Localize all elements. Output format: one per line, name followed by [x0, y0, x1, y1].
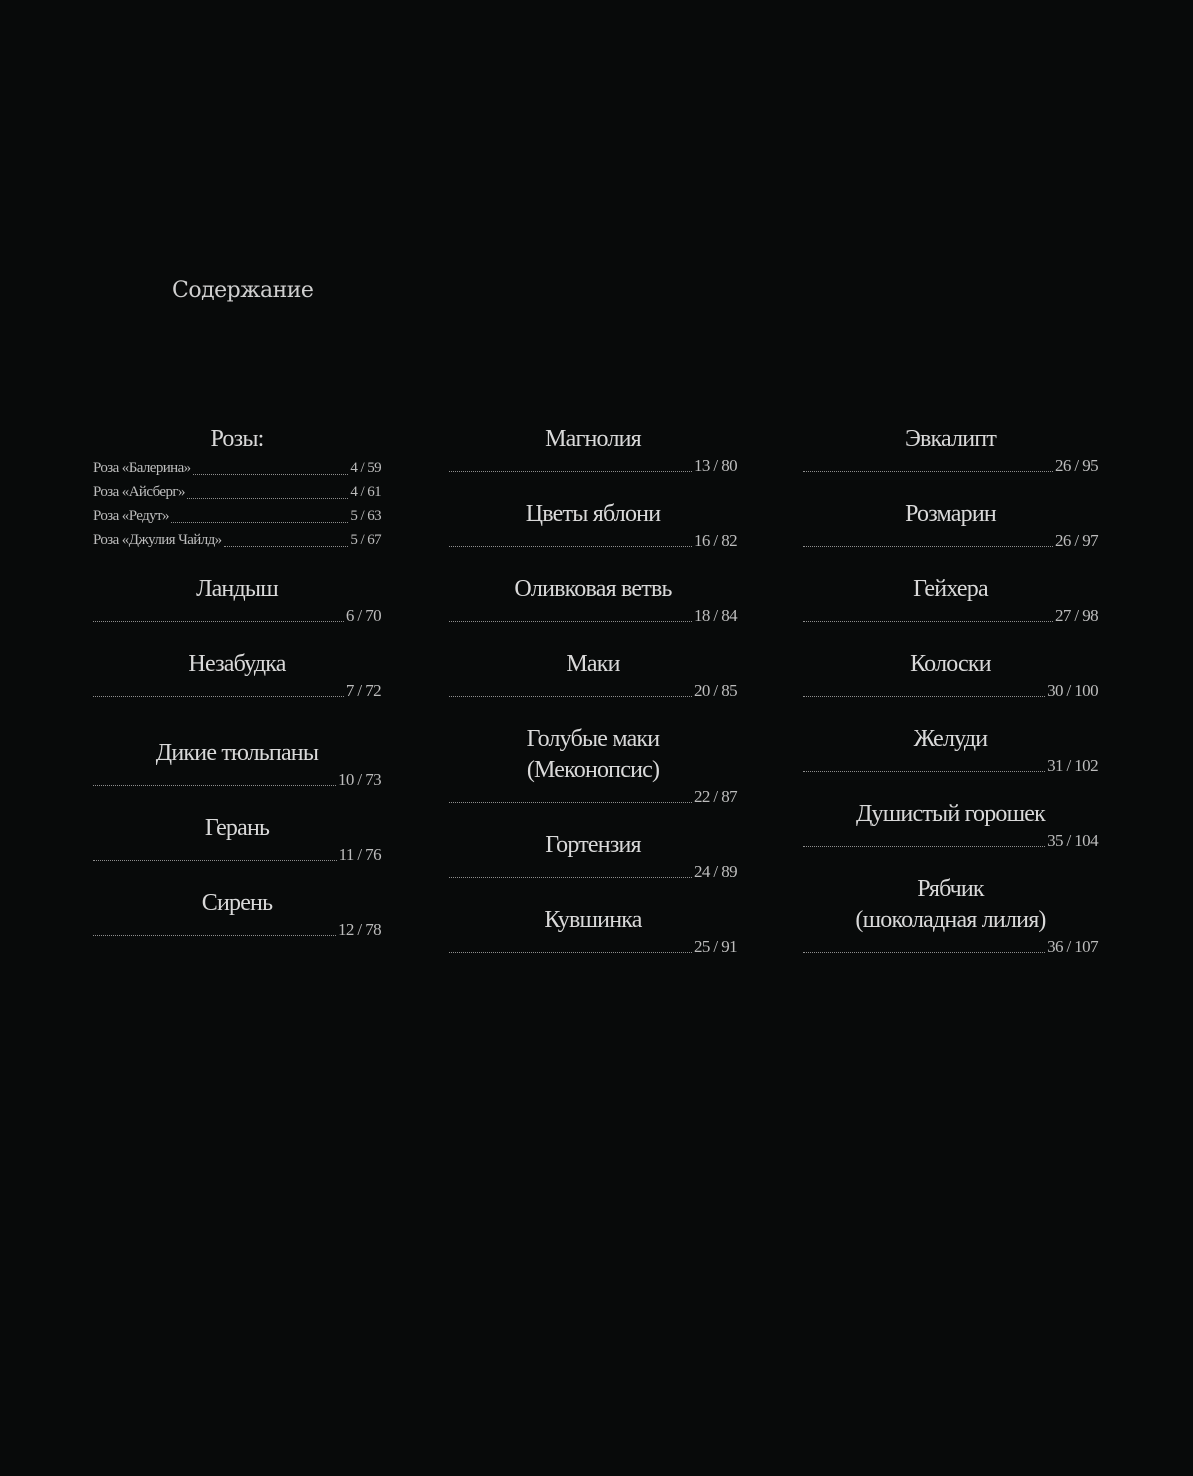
toc-entry[interactable] [449, 499, 737, 552]
entry-leader [449, 786, 737, 808]
dot-leader [171, 522, 349, 523]
page-numbers: 6 / 70 [345, 606, 381, 625]
entry-leader [803, 936, 1098, 958]
entry-leader [803, 755, 1098, 777]
toc-entry[interactable] [803, 499, 1098, 552]
entry-leader [449, 605, 737, 627]
toc-column-1 [93, 424, 381, 963]
entry-leader [93, 844, 381, 866]
entry-title: Сирень [201, 890, 273, 916]
entry-title: Душистый горошек [855, 801, 1046, 827]
dot-leader [449, 471, 692, 472]
page-numbers: 25 / 91 [693, 937, 737, 956]
entry-leader [93, 769, 381, 791]
entry-leader [803, 455, 1098, 477]
page-numbers: 5 / 63 [350, 508, 381, 524]
entry-subtitle: (шоколадная лилия) [855, 907, 1046, 933]
page-numbers: 31 / 102 [1047, 756, 1098, 775]
entry-title: Розы: [210, 426, 264, 452]
toc-column-3 [803, 424, 1098, 980]
dot-leader [803, 952, 1045, 953]
entry-title: Ландыш [196, 576, 278, 602]
dot-leader [803, 471, 1053, 472]
entry-leader [803, 680, 1098, 702]
entry-title: Гейхера [913, 576, 988, 602]
entry-leader [449, 455, 737, 477]
dot-leader [449, 696, 692, 697]
dot-leader [449, 802, 692, 803]
entry-title: Голубые маки [526, 726, 660, 752]
dot-leader [187, 498, 349, 499]
page-numbers: 30 / 100 [1047, 681, 1098, 700]
dot-leader [193, 474, 349, 475]
page-numbers: 16 / 82 [693, 531, 737, 550]
entry-leader [803, 605, 1098, 627]
page-numbers: 12 / 78 [337, 920, 381, 939]
dot-leader [93, 860, 337, 861]
toc-entry[interactable] [93, 574, 381, 627]
page-numbers: 7 / 72 [345, 681, 381, 700]
dot-leader [803, 846, 1045, 847]
dot-leader [803, 696, 1045, 697]
toc-entry[interactable] [93, 813, 381, 866]
toc-entry[interactable] [93, 649, 381, 702]
page-numbers: 10 / 73 [337, 770, 381, 789]
entry-title: Рябчик [917, 876, 984, 902]
page-numbers: 11 / 76 [338, 845, 381, 864]
page-title: Содержание [172, 278, 314, 303]
page-numbers: 22 / 87 [693, 787, 737, 806]
entry-title: Маки [566, 651, 620, 677]
page-numbers: 5 / 67 [350, 532, 381, 548]
toc-entry[interactable] [449, 649, 737, 702]
dot-leader [449, 952, 692, 953]
toc-entry[interactable] [449, 574, 737, 627]
page-numbers: 20 / 85 [693, 681, 737, 700]
dot-leader [93, 621, 344, 622]
toc-entry[interactable] [803, 724, 1098, 777]
toc-entry[interactable] [449, 724, 737, 808]
entry-leader [93, 680, 381, 702]
dot-leader [93, 935, 336, 936]
entry-leader [93, 919, 381, 941]
entry-title: Дикие тюльпаны [155, 740, 319, 766]
page-numbers: 13 / 80 [693, 456, 737, 475]
toc-column-2 [449, 424, 737, 980]
page-numbers: 35 / 104 [1047, 831, 1098, 850]
toc-entry[interactable] [449, 905, 737, 958]
entry-subtitle: (Меконопсис) [526, 757, 660, 783]
entry-title: Кувшинка [544, 907, 642, 933]
toc-entry-roses[interactable] [93, 424, 381, 552]
toc-entry[interactable] [93, 888, 381, 941]
dot-leader [803, 771, 1045, 772]
page-numbers: 36 / 107 [1047, 937, 1098, 956]
entry-title: Желуди [913, 726, 988, 752]
page-numbers: 27 / 98 [1054, 606, 1098, 625]
toc-entry[interactable] [803, 574, 1098, 627]
dot-leader [93, 785, 336, 786]
page-numbers: 24 / 89 [693, 862, 737, 881]
page-numbers: 4 / 59 [350, 460, 381, 476]
entry-title: Эвкалипт [904, 426, 997, 452]
sub-entry[interactable] [93, 456, 381, 480]
dot-leader [224, 546, 349, 547]
page-numbers: 4 / 61 [350, 484, 381, 500]
toc-entry[interactable] [803, 874, 1098, 958]
dot-leader [803, 546, 1053, 547]
entry-title: Цветы яблони [525, 501, 661, 527]
toc-entry[interactable] [93, 738, 381, 791]
sub-entry-title: Роза «Айсберг» [93, 484, 185, 500]
entry-title: Герань [204, 815, 270, 841]
sub-entry-title: Роза «Редут» [93, 508, 169, 524]
sub-entry[interactable] [93, 528, 381, 552]
entry-title: Незабудка [188, 651, 286, 677]
toc-entry[interactable] [803, 649, 1098, 702]
page-numbers: 26 / 97 [1054, 531, 1098, 550]
entry-leader [93, 605, 381, 627]
sub-entry-title: Роза «Джулия Чайлд» [93, 532, 222, 548]
toc-entry[interactable] [449, 830, 737, 883]
toc-entry[interactable] [803, 424, 1098, 477]
roses-sublist [93, 456, 381, 552]
entry-leader [803, 830, 1098, 852]
dot-leader [449, 546, 692, 547]
entry-leader [449, 936, 737, 958]
dot-leader [803, 621, 1053, 622]
entry-leader [803, 530, 1098, 552]
page-numbers: 18 / 84 [693, 606, 737, 625]
entry-title: Магнолия [545, 426, 641, 452]
entry-title: Гортензия [545, 832, 641, 858]
dot-leader [449, 877, 692, 878]
toc-entry[interactable] [803, 799, 1098, 852]
dot-leader [449, 621, 692, 622]
entry-title: Оливковая ветвь [514, 576, 672, 602]
page-numbers: 26 / 95 [1054, 456, 1098, 475]
dot-leader [93, 696, 344, 697]
sub-entry[interactable] [93, 504, 381, 528]
sub-entry[interactable] [93, 480, 381, 504]
entry-title: Розмарин [905, 501, 996, 527]
entry-leader [449, 680, 737, 702]
entry-title: Колоски [910, 651, 991, 677]
toc-entry[interactable] [449, 424, 737, 477]
entry-leader [449, 530, 737, 552]
sub-entry-title: Роза «Балерина» [93, 460, 191, 476]
entry-leader [449, 861, 737, 883]
